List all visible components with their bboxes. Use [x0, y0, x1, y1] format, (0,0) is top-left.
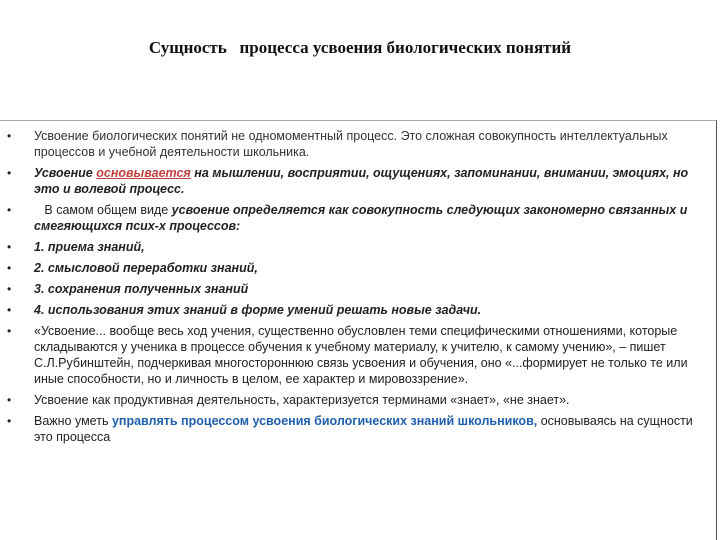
bullet-text: на мышлении, восприятии, ощущениях, запоминании, внимании, эмоциях, но это и волевой процесс.: [34, 166, 689, 196]
bullet-text: 2. смысловой переработки знаний,: [34, 261, 258, 275]
bullet-item-1: [0, 128, 700, 160]
bullet-dot: •: [7, 303, 12, 317]
bullet-item-5: [0, 260, 700, 276]
bullet-item-7: [0, 302, 700, 318]
bullet-dot: •: [7, 166, 12, 180]
highlight-phrase: управлять процессом усвоения биологических знаний школьников,: [111, 414, 538, 428]
bullet-text: 1. приема знаний,: [34, 240, 145, 254]
highlight-word: основывается: [96, 166, 191, 180]
bullet-list: [0, 128, 700, 450]
bullet-dot: •: [7, 240, 12, 254]
bullet-text: 4. использования этих знаний в форме умений решать новые задачи.: [34, 303, 482, 317]
bullet-item-3: [0, 202, 700, 234]
bullet-dot: •: [7, 414, 12, 428]
bullet-text: основываясь на сущности это процесса: [34, 414, 693, 444]
bullet-text: 3. сохранения полученных знаний: [34, 282, 249, 296]
bullet-dot: •: [7, 324, 12, 338]
bullet-text: Усвоение биологических понятий не одномоментный процесс. Это сложная совокупность интеллектуальных процессов и учебной деятельности школьника.: [34, 129, 668, 159]
bullet-item-4: [0, 239, 700, 255]
bullet-text: В самом общем виде: [34, 203, 172, 217]
bullet-text: «Усвоение... вообще весь ход учения, существенно обусловлен теми специфическими отношениями, которые складываются у ученика в процессе обучения к учебному материалу, к учителю, к самому учению», – пишет С.Л.Рубинштейн, подчеркивая многостороннюю связь усвоения и обучения, оно «...формирует не только те или иные способности, но и личность в целом, ее характер и мировоззрение».: [34, 324, 688, 386]
bullet-text: Усвоение: [34, 166, 97, 180]
bullet-text: усвоение определяется как совокупность следующих закономерно связанных и смегяющихся псих-х процессов:: [34, 203, 688, 233]
bullet-dot: •: [7, 203, 12, 217]
bullet-text: Усвоение как продуктивная деятельность, характеризуется терминами «знает», «не знает».: [34, 393, 570, 407]
bullet-item-10: [0, 413, 700, 445]
bullet-dot: •: [7, 393, 12, 407]
bullet-item-8: [0, 323, 700, 387]
bullet-dot: •: [7, 261, 12, 275]
bullet-text: Важно уметь: [34, 414, 112, 428]
bullet-item-9: [0, 392, 700, 408]
bullet-item-2: [0, 165, 700, 197]
bullet-dot: •: [7, 129, 12, 143]
slide-title: Сущность процесса усвоения биологических понятий: [148, 38, 572, 57]
bullet-item-6: [0, 281, 700, 297]
bullet-dot: •: [7, 282, 12, 296]
